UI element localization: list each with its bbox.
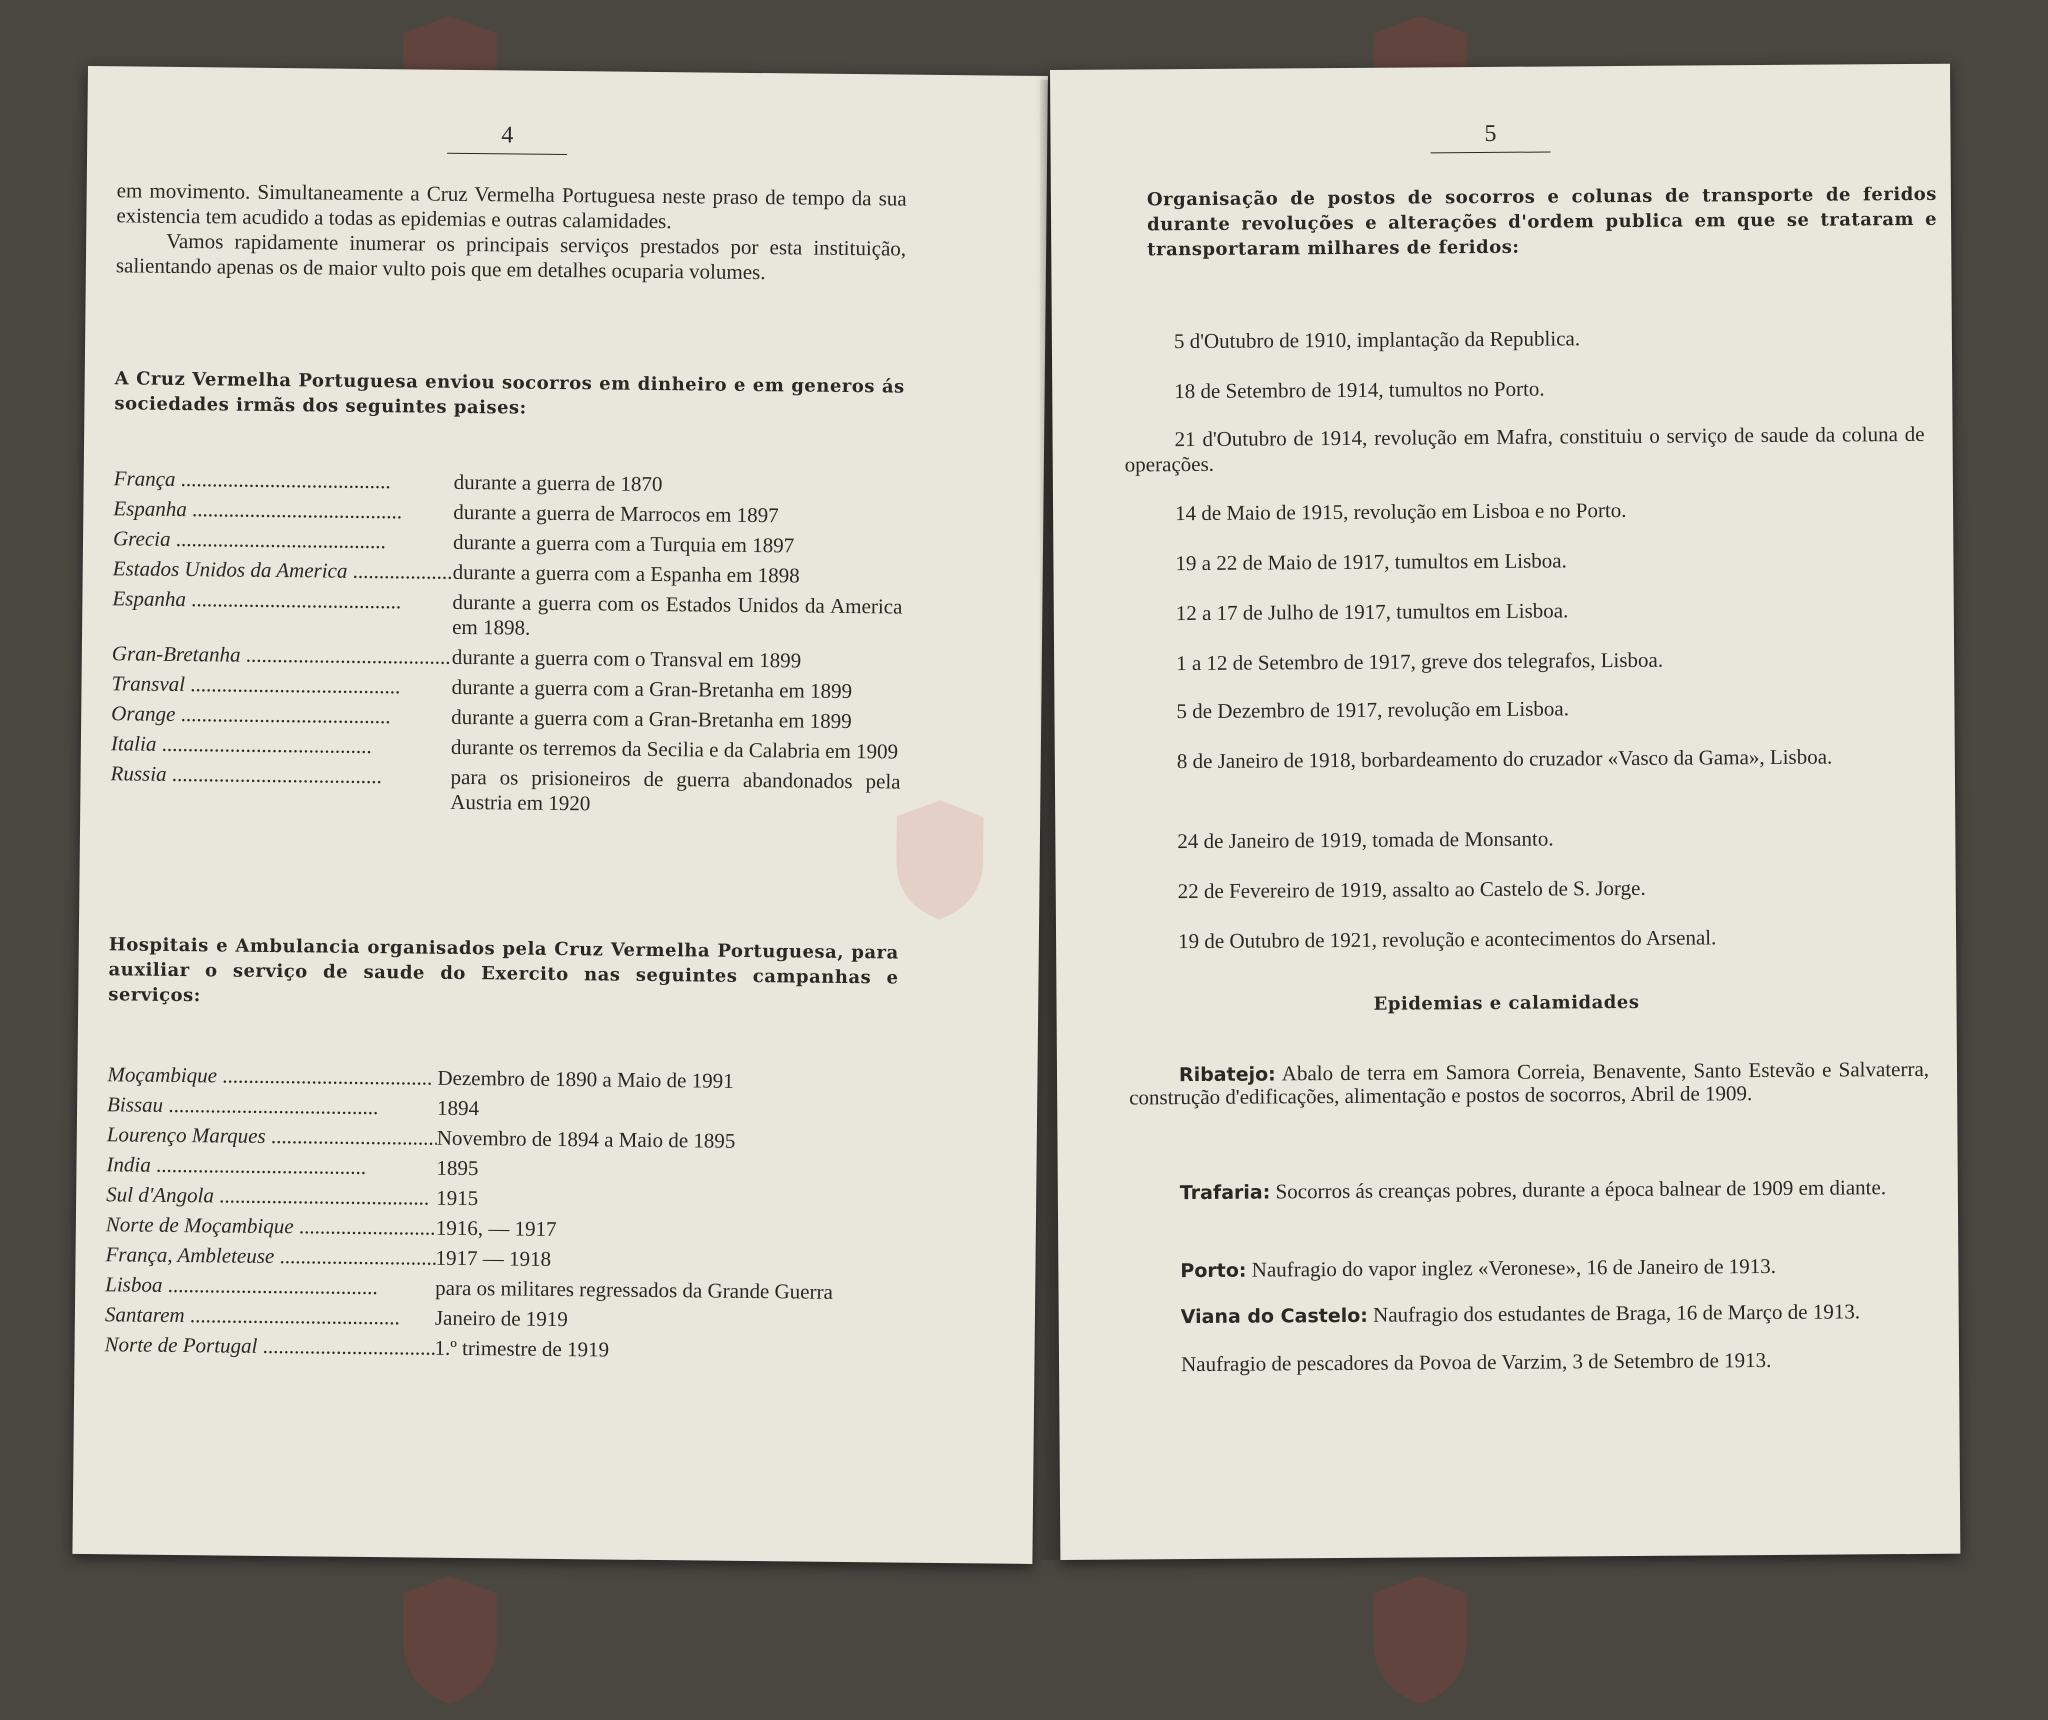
event-item: 14 de Maio de 1915, revolução em Lisboa e no Porto. — [1175, 497, 1627, 526]
event-item: 19 a 22 de Maio de 1917, tumultos em Lisboa. — [1175, 548, 1567, 576]
event-item: 8 de Janeiro de 1918, borbardeamento do cruzador «Vasco da Gama», Lisboa. — [1176, 744, 1833, 774]
calamity-item — [1131, 1348, 1931, 1377]
list-item — [110, 761, 900, 819]
event-item: 24 de Janeiro de 1919, tomada de Monsanto. — [1177, 826, 1554, 854]
campaign-name: Moçambique ..... — [107, 1062, 437, 1090]
country-desc: durante a guerra de Marrocos em 1897 — [453, 499, 779, 528]
campaign-desc: 1.º trimestre de 1919 — [434, 1335, 610, 1362]
country-name: Transval ..... — [111, 671, 451, 700]
country-name: Gran-Bretanha ..... — [112, 641, 452, 670]
campaign-name: Sul d'Angola ..... — [106, 1182, 436, 1210]
section-heading: A Cruz Vermelha Portuguesa enviou socorros em dinheiro e em generos ás sociedades irmãs dos seguintes paises: — [114, 368, 905, 419]
country-desc: durante a guerra de 1870 — [453, 469, 663, 497]
page-number: 5 — [1430, 121, 1550, 154]
list-item — [107, 1092, 897, 1125]
campaign-desc: 1915 — [436, 1185, 479, 1211]
country-desc: durante a guerra com os Estados Unidos da America em 1898. — [452, 589, 903, 640]
list-item — [107, 1122, 897, 1155]
cross-watermark-icon — [884, 794, 995, 925]
campaign-name: Bissau ..... — [107, 1092, 437, 1120]
campaign-name: Lourenço Marques ..... — [107, 1122, 437, 1150]
intro-paragraph: Vamos rapidamente inumerar os principais serviços prestados por esta instituição, salientando apenas os de maior vulto pois que em detalhes ocuparia volumes. — [115, 228, 907, 285]
list-item — [105, 1242, 895, 1275]
list-item — [107, 1062, 897, 1095]
list-item — [106, 1152, 896, 1185]
country-desc: durante a guerra com a Espanha em 1898 — [452, 559, 800, 588]
country-name: Russia ..... — [110, 761, 451, 815]
campaign-desc: Janeiro de 1919 — [434, 1305, 568, 1332]
event-item: 5 de Dezembro de 1917, revolução em Lisboa. — [1176, 696, 1570, 724]
list-item — [113, 556, 903, 589]
list-item — [114, 466, 904, 499]
calamity-place: Viana do Castelo: — [1180, 1304, 1368, 1329]
country-name: Grecia ..... — [113, 526, 453, 555]
campaigns-list — [104, 1062, 897, 1370]
list-item — [105, 1302, 895, 1335]
intro-text — [116, 178, 907, 286]
event-item: 19 de Outubro de 1921, revolução e acontecimentos do Arsenal. — [1178, 925, 1717, 954]
campaign-name: Lisboa ..... — [105, 1272, 435, 1300]
campaign-desc: 1917 — 1918 — [435, 1245, 552, 1271]
campaign-name: Norte de Portugal ..... — [104, 1332, 434, 1360]
country-desc: durante a guerra com a Turquia em 1897 — [452, 529, 795, 558]
country-desc: durante a guerra com a Gran-Bretanha em 1899 — [451, 704, 852, 734]
countries-list — [110, 466, 904, 824]
list-item — [104, 1332, 894, 1365]
cross-watermark-icon — [390, 1570, 510, 1710]
campaign-name: India ..... — [106, 1152, 436, 1180]
campaign-desc: 1895 — [436, 1155, 479, 1181]
calamity-text: Naufragio dos estudantes de Braga, 16 de Março de 1913. — [1367, 1299, 1861, 1327]
list-item — [111, 731, 901, 764]
calamity-item — [1131, 1300, 1931, 1329]
country-name: Italia ..... — [111, 731, 451, 760]
country-desc: durante a guerra com a Gran-Bretanha em 1899 — [451, 674, 853, 704]
campaign-desc: Novembro de 1894 a Maio de 1895 — [436, 1125, 736, 1153]
list-item — [106, 1182, 896, 1215]
calamity-item — [1130, 1176, 1930, 1205]
campaign-desc: 1894 — [436, 1095, 480, 1121]
country-desc: durante os terremos da Secilia e da Calabria em 1909 — [450, 734, 899, 764]
country-name: Espanha ..... — [112, 586, 453, 640]
list-item — [113, 526, 903, 559]
campaign-desc: 1916, — 1917 — [435, 1215, 557, 1241]
event-item: 21 d'Outubro de 1914, revolução em Mafra, constituiu o serviço de saude da coluna de operações. — [1124, 421, 1925, 477]
campaign-name: França, Ambleteuse ..... — [105, 1242, 435, 1270]
campaign-name: Santarem ..... — [105, 1302, 435, 1330]
left-page — [72, 66, 1048, 1564]
page-number: 4 — [447, 122, 567, 155]
calamity-text: Naufragio de pescadores da Povoa de Varzim, 3 de Setembro de 1913. — [1180, 1347, 1772, 1377]
country-name: Estados Unidos da America ..... — [113, 556, 453, 585]
event-item: 12 a 17 de Julho de 1917, tumultos em Lisboa. — [1175, 598, 1569, 626]
list-item — [112, 586, 902, 644]
calamity-place: Porto: — [1180, 1259, 1247, 1283]
calamity-item — [1129, 1058, 1929, 1109]
event-item: 22 de Fevereiro de 1919, assalto ao Castelo de S. Jorge. — [1177, 875, 1646, 904]
list-item — [111, 701, 901, 734]
cross-watermark-icon — [1360, 1570, 1480, 1710]
country-desc: durante a guerra com o Transval em 1899 — [451, 644, 802, 673]
country-desc: para os prisioneiros de guerra abandonados pela Austria em 1920 — [450, 764, 901, 816]
list-item — [111, 671, 901, 704]
calamity-place: Ribatejo: — [1178, 1063, 1276, 1087]
list-item — [106, 1212, 896, 1245]
campaign-desc: Dezembro de 1890 a Maio de 1991 — [437, 1065, 734, 1093]
list-item — [113, 496, 903, 529]
country-name: Espanha ..... — [113, 496, 453, 525]
calamity-text: Abalo de terra em Samora Correia, Benavente, Santo Estevão e Salvaterra, construção d'edificações, alimentação e postos de socorros, Abril de 1909. — [1129, 1056, 1930, 1110]
campaign-name: Norte de Moçambique ..... — [106, 1212, 436, 1240]
calamity-place: Trafaria: — [1179, 1181, 1271, 1205]
intro-paragraph: em movimento. Simultaneamente a Cruz Vermelha Portuguesa neste praso de tempo da sua existencia tem acudido a todas as epidemias e outras calamidades. — [116, 178, 907, 234]
list-item — [105, 1272, 895, 1305]
right-page — [1050, 64, 1960, 1560]
list-item — [112, 641, 902, 674]
calamity-text: Socorros ás creanças pobres, durante a época balnear de 1909 em diante. — [1270, 1175, 1887, 1204]
country-name: Orange ..... — [111, 701, 451, 730]
country-name: França ..... — [114, 466, 454, 495]
section-heading: Organisação de postos de socorros e colunas de transporte de feridos durante revoluções e alterações d'ordem publica em que se trataram e transportaram milhares de feridos: — [1146, 183, 1938, 261]
event-item: 1 a 12 de Setembro de 1917, greve dos telegrafos, Lisboa. — [1176, 647, 1664, 676]
calamity-text: Naufragio do vapor inglez «Veronese», 16 de Janeiro de 1913. — [1246, 1253, 1777, 1282]
event-item: 18 de Setembro de 1914, tumultos no Porto. — [1174, 376, 1545, 404]
event-item: 5 d'Outubro de 1910, implantação da Republica. — [1173, 326, 1581, 354]
campaign-desc: para os militares regressados da Grande Guerra — [435, 1275, 834, 1304]
calamity-item — [1130, 1254, 1930, 1283]
section-heading: Epidemias e calamidades — [1373, 991, 1640, 1015]
section-heading: Hospitais e Ambulancia organisados pela Cruz Vermelha Portuguesa, para auxiliar o serviço de saude do Exercito nas seguintes campanhas e serviços: — [108, 934, 899, 1007]
